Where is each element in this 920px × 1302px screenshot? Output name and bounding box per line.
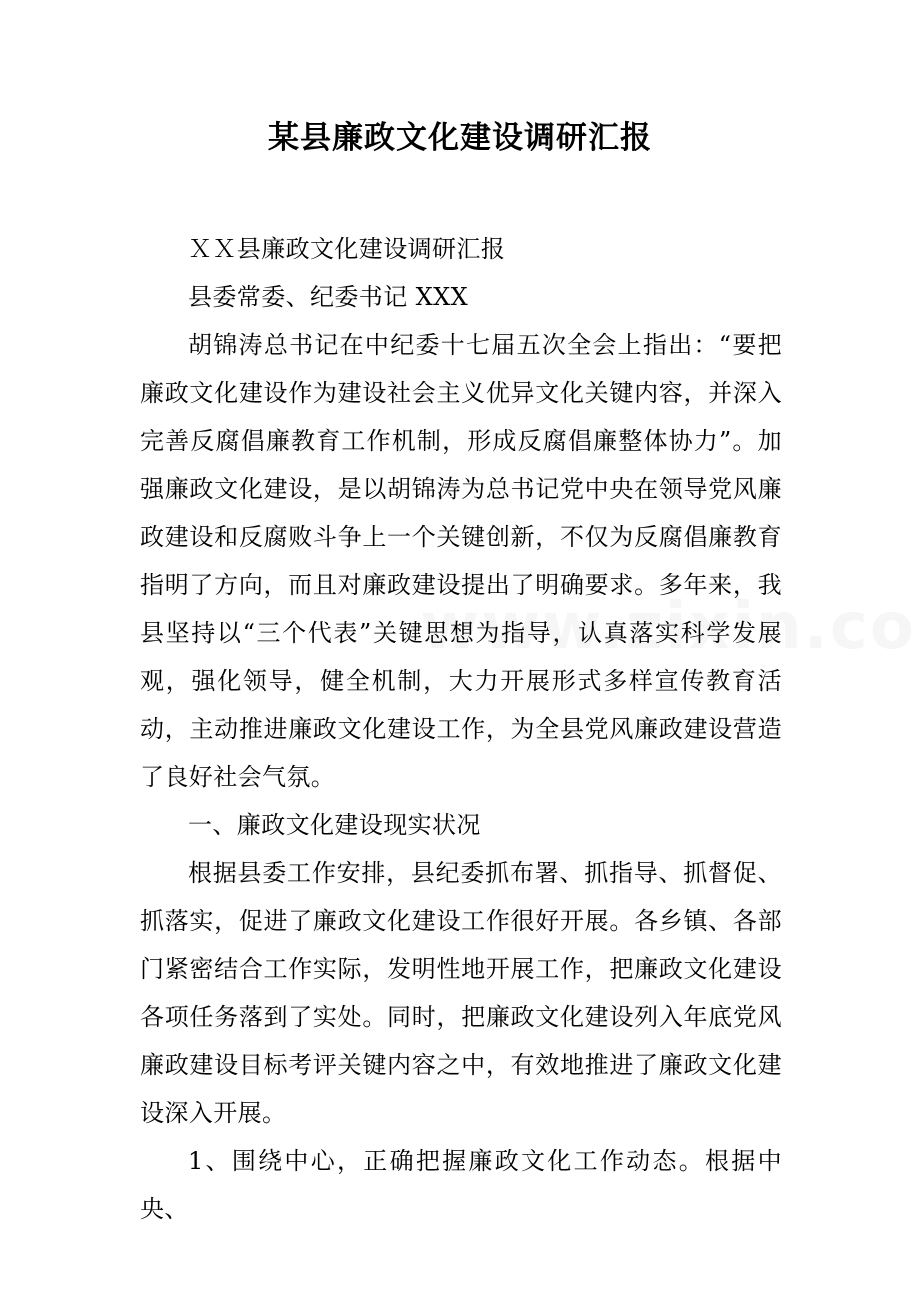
section-heading: 一、廉政文化建设现实状况 [188, 811, 481, 839]
section-paragraph: 根据县委工作安排，县纪委抓布署、抓指导、抓督促、抓落实，促进了廉政文化建设工作很好开展。各乡镇、各部门紧密结合工作实际，发明性地开展工作，把廉政文化建设各项任务落到了实处。同时，把廉政文化建设列入年底党风廉政建设目标考评关键内容之中，有效地推进了廉政文化建设深入开展。 [140, 859, 782, 1127]
document-title: 某县廉政文化建设调研汇报 [268, 120, 652, 156]
intro-paragraph: 胡锦涛总书记在中纪委十七届五次全会上指出：“要把廉政文化建设作为建设社会主义优异文化关键内容，并深入完善反腐倡廉教育工作机制，形成反腐倡廉整体协力”。加强廉政文化建设，是以胡锦涛为总书记党中央在领导党风廉政建设和反腐败斗争上一个关键创新，不仅为反腐倡廉教育指明了方向，而且对廉政建设提出了明确要求。多年来，我县坚持以“三个代表”关键思想为指导，认真落实科学发展观，强化领导，健全机制，大力开展形式多样宣传教育活动，主动推进廉政文化建设工作，为全县党风廉政建设营造了良好社会气氛。 [140, 331, 782, 791]
item-paragraph: 1、围绕中心，正确把握廉政文化工作动态。根据中央、 [140, 1147, 782, 1223]
author-paragraph: 县委常委、纪委书记 XXX [188, 283, 469, 311]
document-body [140, 225, 782, 1233]
subtitle-paragraph: ＸＸ县廉政文化建设调研汇报 [188, 235, 506, 263]
